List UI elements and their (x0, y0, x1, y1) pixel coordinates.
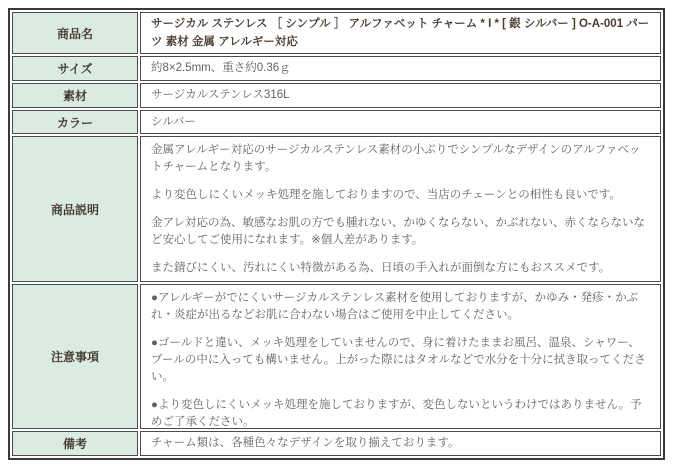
description-label: 商品説明 (12, 136, 138, 282)
caution-item: ●より変色しにくいメッキ処理を施しておりますが、変色しないというわけではありません。予めご了承ください。 (151, 399, 642, 428)
row-remarks (12, 431, 661, 456)
size-value: 約8×2.5mm、重さ約0.36ｇ (140, 56, 661, 81)
row-size (12, 56, 661, 81)
description-paragraph: 金属アレルギー対応のサージカルステンレス素材の小ぶりでシンプルなデザインのアルファベットチャームとなります。 (151, 144, 641, 173)
product-name-value: サージカル ステンレス ［ シンプル ］ アルファベット チャーム * I * [ 銀 シルバー ] O-A-001 パーツ 素材 金属 アレルギー対応 (140, 12, 661, 54)
material-value: サージカルステンレス316L (140, 83, 661, 108)
row-color (12, 110, 661, 134)
remarks-value: チャーム類は、各種色々なデザインを取り揃えております。 (140, 431, 661, 456)
row-product-name (12, 12, 661, 54)
cautions-value (140, 284, 661, 429)
description-paragraph: 金アレ対応の為、敏感なお肌の方でも腫れない、かゆくならない、かぶれない、赤くならないなど安心してご使用になれます。※個人差があります。 (151, 217, 646, 246)
caution-item: ●アレルギーがでにくいサージカルステンレス素材を使用しておりますが、かゆみ・発疹・かぶれ・炎症が出るなどお肌に合わない場合はご使用を中止してください。 (151, 292, 639, 321)
color-value: シルバー (140, 110, 661, 134)
caution-item: ●ゴールドと違い、メッキ処理をしていませんので、身に着けたままお風呂、温泉、シャワー、プールの中に入っても構いません。上がった際にはタオルなどで水分を十分に拭き取ってください。 (151, 337, 646, 383)
remarks-label: 備考 (12, 431, 138, 456)
material-label: 素材 (12, 83, 138, 108)
description-value (140, 136, 661, 282)
row-cautions (12, 284, 661, 429)
row-material (12, 83, 661, 108)
product-spec-table (8, 8, 665, 460)
color-label: カラー (12, 110, 138, 134)
description-paragraph: また錆びにくい、汚れにくい特徴がある為、日頃の手入れが面倒な方にもおススメです。 (151, 262, 611, 274)
product-name-label: 商品名 (12, 12, 138, 54)
size-label: サイズ (12, 56, 138, 81)
description-paragraph: より変色しにくいメッキ処理を施しておりますので、当店のチェーンとの相性も良いです。 (151, 189, 621, 201)
row-description (12, 136, 661, 282)
cautions-label: 注意事項 (12, 284, 138, 429)
